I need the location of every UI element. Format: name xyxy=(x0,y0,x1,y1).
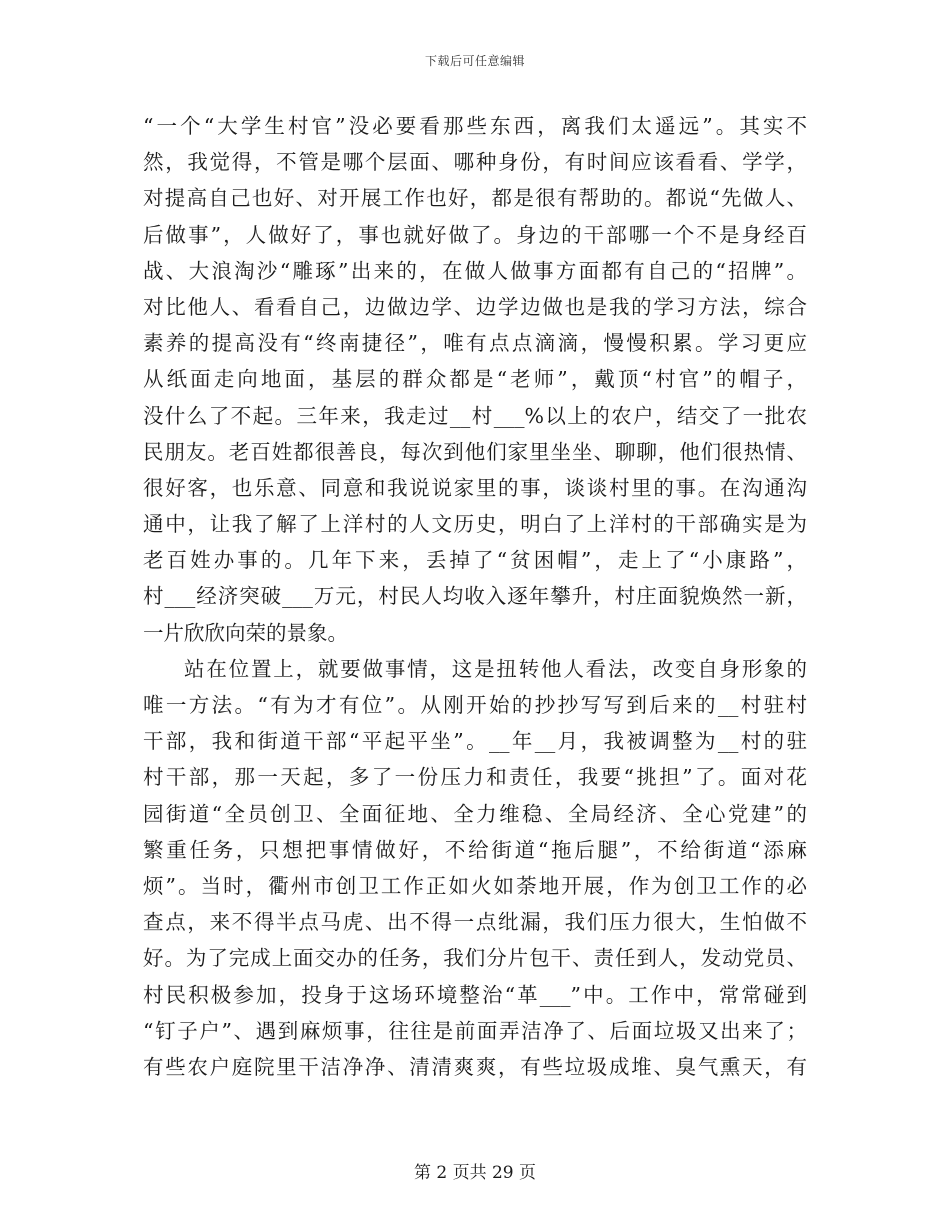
body-line: 战、大浪淘沙“雕琢”出来的，在做人做事方面都有自己的“招牌”。 xyxy=(143,258,807,283)
page-number-footer: 第 2 页共 29 页 xyxy=(413,1163,537,1183)
body-line: 民朋友。老百姓都很善良，每次到他们家里坐坐、聊聊，他们很热情、 xyxy=(143,439,807,464)
document-body xyxy=(143,108,807,1085)
body-line: 对提高自己也好、对开展工作也好，都是很有帮助的。都说“先做人、 xyxy=(143,186,807,211)
body-line: 老百姓办事的。几年下来，丢掉了“贫困帽”，走上了“小康路”， xyxy=(143,548,807,573)
page-header: 下载后可任意编辑 xyxy=(424,54,525,68)
body-line: 从纸面走向地面，基层的群众都是“老师”，戴顶“村官”的帽子， xyxy=(143,367,807,392)
body-line: 村干部，那一天起，多了一份压力和责任，我要“挑担”了。面对花 xyxy=(143,765,807,790)
body-line: 村___经济突破___万元，村民人均收入逐年攀升，村庄面貌焕然一新， xyxy=(143,584,807,609)
body-line: “钉子户”、遇到麻烦事，往往是前面弄洁净了、后面垃圾又出来了； xyxy=(143,1018,807,1043)
body-line-paragraph-end: 一片欣欣向荣的景象。 xyxy=(143,620,348,645)
body-line: 村民积极参加，投身于这场环境整治“革___”中。工作中，常常碰到 xyxy=(143,982,807,1007)
body-line: 素养的提高没有“终南捷径”，唯有点点滴滴，慢慢积累。学习更应 xyxy=(143,331,807,356)
body-line: 好。为了完成上面交办的任务，我们分片包干、责任到人，发动党员、 xyxy=(143,946,807,971)
body-line: 查点，来不得半点马虎、出不得一点纰漏，我们压力很大，生怕做不 xyxy=(143,910,807,935)
body-line: 然，我觉得，不管是哪个层面、哪种身份，有时间应该看看、学学， xyxy=(143,150,807,175)
body-line: 对比他人、看看自己，边做边学、边学边做也是我的学习方法，综合 xyxy=(143,294,807,319)
body-line: 干部，我和街道干部“平起平坐”。__年__月，我被调整为__村的驻 xyxy=(143,729,807,754)
body-line: 烦”。当时，衢州市创卫工作正如火如荼地开展，作为创卫工作的必 xyxy=(143,873,807,898)
body-line: 繁重任务，只想把事情做好，不给街道“拖后腿”，不给街道“添麻 xyxy=(143,837,807,862)
body-line: “一个“大学生村官”没必要看那些东西，离我们太遥远”。其实不 xyxy=(143,114,807,138)
body-line: 没什么了不起。三年来，我走过__村___%以上的农户，结交了一批农 xyxy=(143,403,807,428)
body-line: 很好客，也乐意、同意和我说说家里的事，谈谈村里的事。在沟通沟 xyxy=(143,475,807,500)
body-line-paragraph-start: 站在位置上，就要做事情，这是扭转他人看法，改变自身形象的 xyxy=(184,656,807,681)
body-line: 后做事”，人做好了，事也就好做了。身边的干部哪一个不是身经百 xyxy=(143,222,807,247)
body-line: 通中，让我了解了上洋村的人文历史，明白了上洋村的干部确实是为 xyxy=(143,512,807,537)
body-line: 唯一方法。“有为才有位”。从刚开始的抄抄写写到后来的__村驻村 xyxy=(143,693,807,717)
body-line: 有些农户庭院里干洁净净、清清爽爽，有些垃圾成堆、臭气熏天，有 xyxy=(143,1054,807,1079)
body-line: 园街道“全员创卫、全面征地、全力维稳、全局经济、全心党建”的 xyxy=(143,801,807,826)
